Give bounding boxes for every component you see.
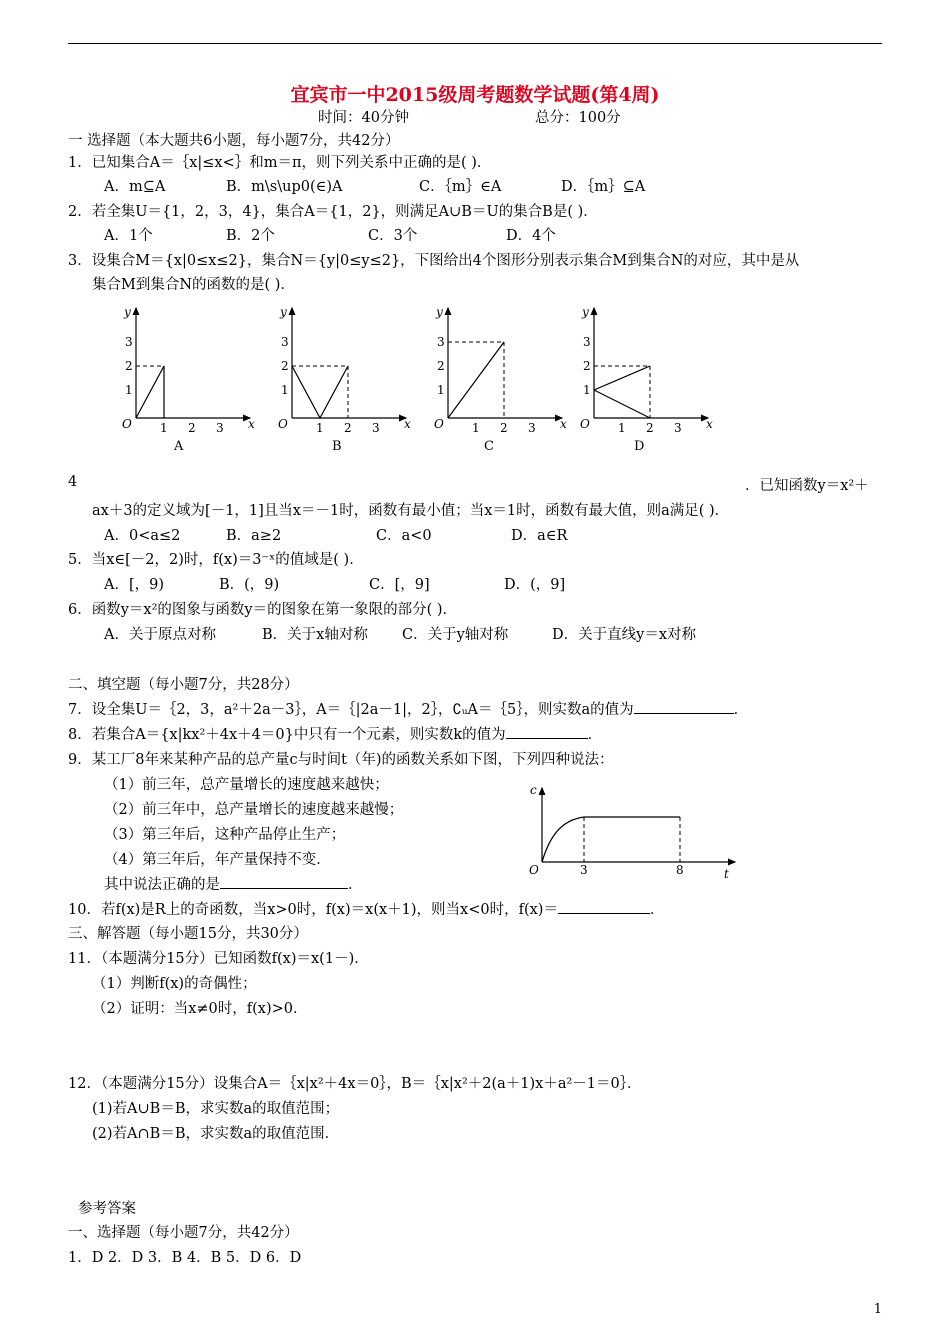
q5-options	[104, 573, 565, 594]
q3-stem-line2: 集合M到集合N的函数的是( )．	[92, 277, 295, 293]
section-2-heading: 二、填空题（每小题7分，共28分）	[68, 677, 299, 693]
q6-option-d: D．关于直线y＝x对称	[552, 627, 696, 643]
page-title: 宜宾市一中2015级周考题数学试题(第4周)	[290, 84, 660, 106]
graph-d-ytick-1: 1	[583, 383, 591, 397]
graph-c-ytick-3: 3	[437, 335, 445, 349]
graph-b-xtick-3: 3	[372, 421, 380, 435]
q10-stem: 10．若f(x)是R上的奇函数，当x>0时，f(x)＝x(x＋1)，则当x<0时，f(x)＝ ．	[68, 898, 664, 919]
q7-stem: 7．设全集U＝｛2，3，a²＋2a－3｝，A＝｛|2a－1|，2｝，∁ᵤA＝｛5｝，则实数a的值为 ．	[68, 698, 748, 719]
graph-a-label: A	[174, 439, 184, 454]
graph-c-y-label: y	[436, 305, 443, 319]
graph-d-y-label: y	[582, 305, 589, 319]
q1-options	[104, 175, 645, 196]
graph-c	[434, 305, 567, 454]
q2-option-c: C．3个	[368, 228, 418, 244]
q4-number: 4	[68, 474, 78, 490]
q7-text: 7．设全集U＝｛2，3，a²＋2a－3｝，A＝｛|2a－1|，2｝，∁ᵤA＝｛5｝，则实数a的值为	[68, 702, 634, 718]
answer-key-section-1: 一、选择题（每小题7分，共42分）	[68, 1225, 299, 1241]
graph-a-xtick-1: 1	[160, 421, 168, 435]
graph-a	[122, 305, 255, 454]
q9-item-1: （1）前三年，总产量增长的速度越来越快；	[104, 777, 389, 793]
q9-graph-tick-8: 8	[676, 863, 684, 877]
q1-option-a: A．m⊆A	[104, 179, 166, 195]
q12-part-1: (1)若A∪B＝B，求实数a的取值范围；	[92, 1101, 340, 1117]
header-rule	[68, 43, 882, 44]
q4-option-c: C．a<0	[376, 528, 432, 544]
q12-part-2: (2)若A∩B＝B，求实数a的取值范围．	[92, 1126, 340, 1142]
q9-graph	[520, 780, 750, 885]
q5-option-b: B．(，9)	[219, 577, 280, 593]
graph-c-x-label: x	[560, 417, 567, 431]
q9-item-3: （3）第三年后，这种产品停止生产；	[104, 827, 346, 843]
graph-d-x-label: x	[706, 417, 713, 431]
graph-c-origin: O	[434, 417, 444, 431]
q8-text: 8．若集合A＝{x|kx²＋4x＋4＝0}中只有一个元素，则实数k的值为	[68, 727, 506, 743]
graph-a-ytick-2: 2	[125, 359, 133, 373]
q4-stem-line1: ．已知函数y＝x²＋	[745, 478, 869, 494]
graph-b-xtick-1: 1	[316, 421, 324, 435]
graph-b-ytick-1: 1	[281, 383, 289, 397]
q4-option-d: D．a∈R	[511, 528, 568, 544]
q1-option-d: D．｛m｝⊆A	[561, 179, 646, 195]
q9-item-2: （2）前三年中，总产量增长的速度越来越慢；	[104, 802, 404, 818]
graph-c-xtick-3: 3	[528, 421, 536, 435]
q8-answer-blank[interactable]	[506, 724, 588, 739]
graph-b-x-label: x	[404, 417, 411, 431]
score-label: 总分：100分	[535, 110, 621, 126]
graph-b-origin: O	[278, 417, 288, 431]
q2-option-b: B．2个	[226, 228, 275, 244]
graph-a-ytick-1: 1	[125, 383, 133, 397]
section-1-heading: 一 选择题（本大题共6小题，每小题7分，共42分）	[68, 133, 400, 149]
q9-answer-blank[interactable]	[220, 874, 348, 889]
graph-b	[278, 305, 411, 454]
graph-c-label: C	[484, 439, 494, 454]
graph-b-ytick-2: 2	[281, 359, 289, 373]
section-3-heading: 三、解答题（每小题15分，共30分）	[68, 926, 308, 942]
q1-stem: 1．已知集合A＝｛x|≤x<｝和m＝π，则下列关系中正确的是( )．	[68, 155, 492, 171]
q10-answer-blank[interactable]	[558, 899, 650, 914]
time-label: 时间：40分钟	[318, 110, 409, 126]
graph-b-label: B	[332, 439, 342, 454]
graph-d	[580, 305, 713, 454]
q9-graph-x-label: t	[724, 867, 729, 881]
graph-c-ytick-2: 2	[437, 359, 445, 373]
q9-item-4: （4）第三年后，年产量保持不变．	[104, 852, 331, 868]
page-number: 1	[873, 1302, 882, 1317]
q10-text: 10．若f(x)是R上的奇函数，当x>0时，f(x)＝x(x＋1)，则当x<0时，f(x)＝	[68, 902, 558, 918]
graph-c-ytick-1: 1	[437, 383, 445, 397]
graph-d-ytick-3: 3	[583, 335, 591, 349]
graph-c-xtick-2: 2	[500, 421, 508, 435]
q8-stem: 8．若集合A＝{x|kx²＋4x＋4＝0}中只有一个元素，则实数k的值为 ．	[68, 723, 602, 744]
q1-option-c: C．｛m｝∈A	[419, 179, 502, 195]
q2-stem: 2．若全集U＝{1，2，3，4}，集合A＝{1，2}，则满足A∪B＝U的集合B是( )．	[68, 204, 598, 220]
q6-option-b: B．关于x轴对称	[262, 627, 368, 643]
graph-b-ytick-3: 3	[281, 335, 289, 349]
q5-option-a: A．[，9)	[104, 577, 165, 593]
graph-d-xtick-2: 2	[646, 421, 654, 435]
q4-stem-line2: ax＋3的定义域为[－1，1]且当x＝－1时，函数有最小值；当x＝1时，函数有最大值，则a满足( )．	[92, 503, 730, 519]
q5-stem: 5．当x∈[－2，2)时，f(x)＝3⁻ˣ的值域是( )．	[68, 552, 364, 568]
graph-a-x-label: x	[248, 417, 255, 431]
graph-a-ytick-3: 3	[125, 335, 133, 349]
q6-options	[104, 623, 696, 644]
q11-stem: 11．（本题满分15分）已知函数f(x)＝x(1－)．	[68, 951, 369, 967]
q6-option-a: A．关于原点对称	[104, 627, 216, 643]
q12-stem: 12．（本题满分15分）设集合A＝｛x|x²＋4x＝0｝，B＝｛x|x²＋2(a＋1)x＋a²－1＝0｝．	[68, 1076, 642, 1092]
q5-option-c: C．[，9]	[369, 577, 430, 593]
q3-graphs	[110, 300, 730, 460]
graph-a-xtick-3: 3	[216, 421, 224, 435]
graph-d-label: D	[634, 439, 645, 454]
q9-ask: 其中说法正确的是 ．	[104, 873, 363, 894]
q11-part-2: （2）证明：当x≠0时，f(x)>0．	[92, 1001, 308, 1017]
q4-option-a: A．0<a≤2	[104, 528, 181, 544]
q9-ask-text: 其中说法正确的是	[104, 877, 220, 893]
q4-option-b: B．a≥2	[226, 528, 282, 544]
q2-option-d: D．4个	[506, 228, 556, 244]
q9-graph-origin: O	[529, 863, 539, 877]
graph-a-origin: O	[122, 417, 132, 431]
graph-d-xtick-1: 1	[618, 421, 626, 435]
q9-graph-tick-3: 3	[580, 863, 588, 877]
graph-c-xtick-1: 1	[472, 421, 480, 435]
q6-stem: 6．函数y＝x²的图象与函数y＝的图象在第一象限的部分( )．	[68, 602, 458, 618]
q3-stem-line1: 3．设集合M＝{x|0≤x≤2}，集合N＝{y|0≤y≤2}，下图给出4个图形分别表示集合M到集合N的对应，其中是从	[68, 253, 800, 269]
q2-options	[104, 224, 556, 245]
graph-b-xtick-2: 2	[344, 421, 352, 435]
graph-b-y-label: y	[280, 305, 287, 319]
graph-d-ytick-2: 2	[583, 359, 591, 373]
answer-key-title: 参考答案	[78, 1201, 136, 1217]
q11-part-1: （1）判断f(x)的奇偶性；	[92, 976, 257, 992]
graph-a-y-label: y	[124, 305, 131, 319]
q2-option-a: A．1个	[104, 228, 153, 244]
graph-a-xtick-2: 2	[188, 421, 196, 435]
q4-options	[104, 524, 567, 545]
answer-key-line: 1．D 2．D 3．B 4．B 5．D 6．D	[68, 1250, 302, 1266]
q5-option-d: D．(，9]	[504, 577, 566, 593]
graph-d-xtick-3: 3	[674, 421, 682, 435]
q1-option-b: B．m\s\up0(∈)A	[226, 179, 343, 195]
q9-graph-y-label: c	[530, 783, 537, 797]
q6-option-c: C．关于y轴对称	[402, 627, 509, 643]
q7-answer-blank[interactable]	[634, 699, 734, 714]
q9-stem: 9．某工厂8年来某种产品的总产量c与时间t（年)的函数关系如下图，下列四种说法：	[68, 752, 614, 768]
graph-d-origin: O	[580, 417, 590, 431]
